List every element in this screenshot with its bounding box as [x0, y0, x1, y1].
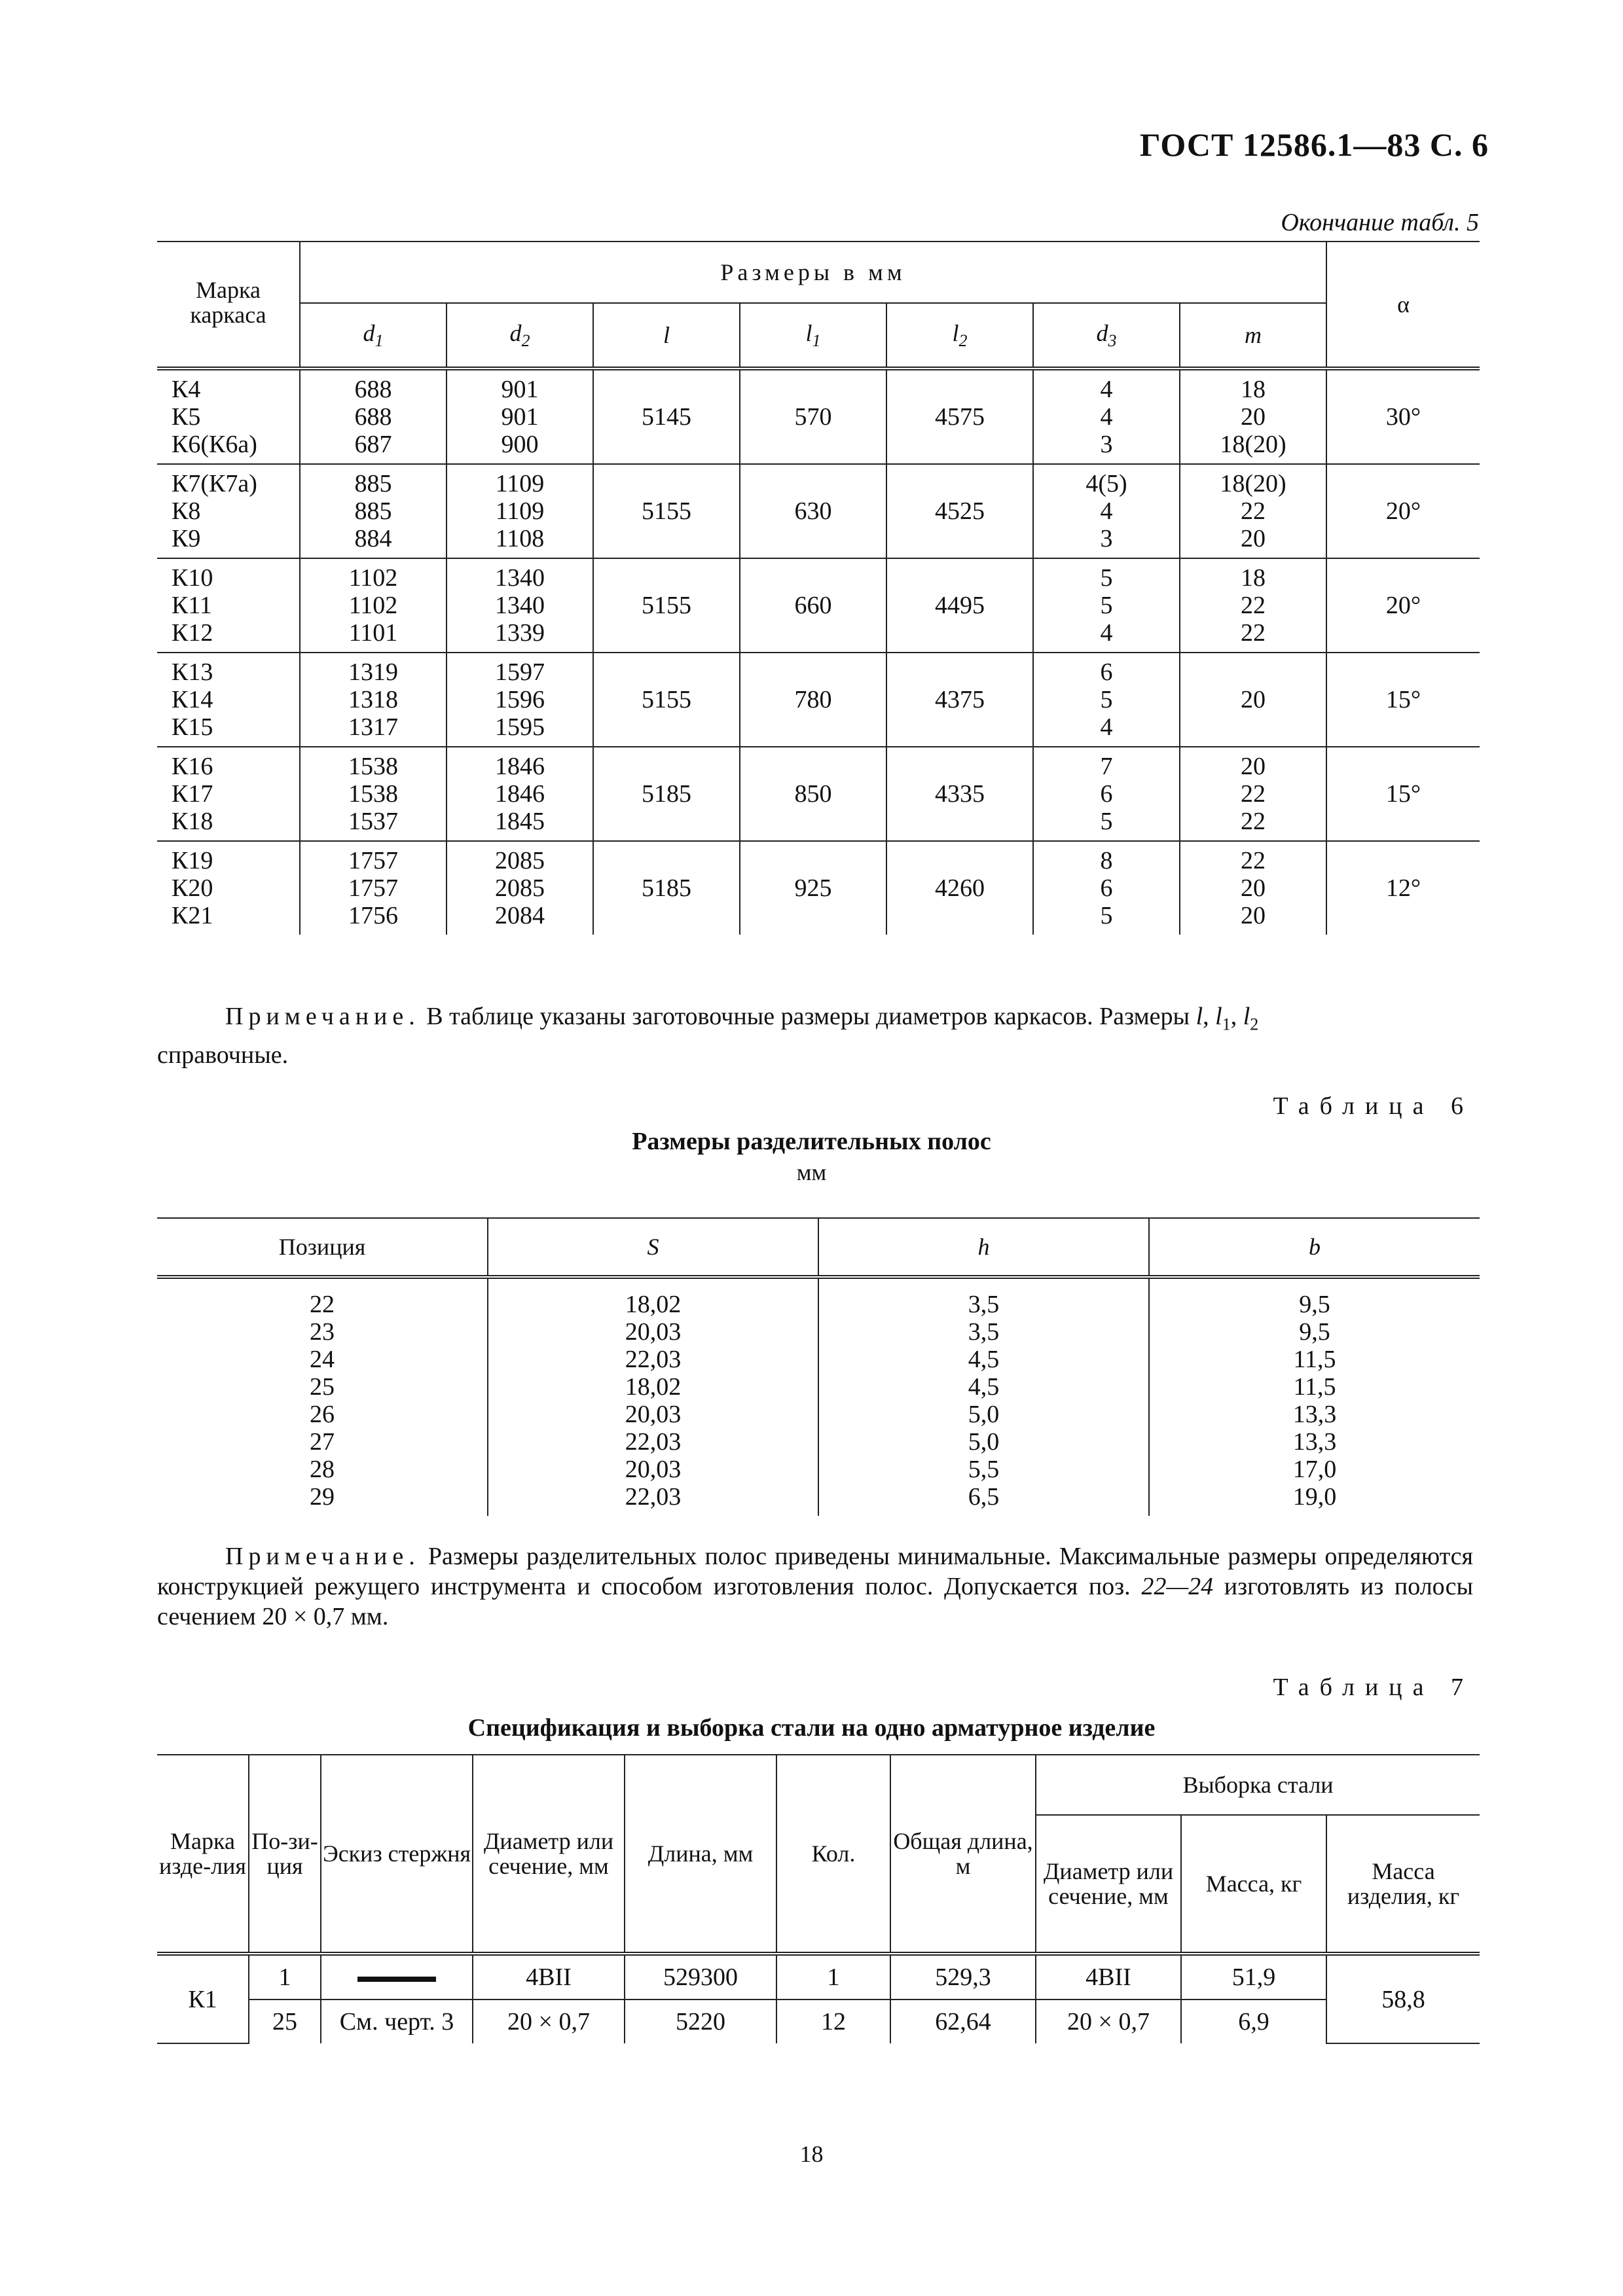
- value: 20: [1241, 525, 1266, 552]
- cell-l: 5155: [593, 464, 740, 558]
- column-h-values: [818, 1277, 1149, 1516]
- note-text: Размеры разделительных полос приведены минимальные. Максимальные размеры определяются конструкцией режущего инструмента и способом изготовления полос. Допускается поз.: [157, 1543, 1473, 1600]
- cell-mass: 6,9: [1181, 2000, 1326, 2043]
- column-header-d2: $d_2$: [447, 303, 593, 368]
- document-header: ГОСТ 12586.1—83 С. 6: [1139, 126, 1489, 163]
- value: 20: [1241, 874, 1266, 902]
- cell-position: 1: [249, 1954, 321, 2000]
- value: 6,5: [968, 1483, 1000, 1511]
- cell-diameter: 4ВII: [473, 1954, 625, 2000]
- cell-alpha: 15°: [1326, 653, 1480, 747]
- value: 5,5: [968, 1456, 1000, 1483]
- table-7: [157, 1754, 1480, 2044]
- cell-l: 5185: [593, 747, 740, 841]
- mark-value: К6(К6а): [172, 431, 257, 458]
- value: 22,03: [625, 1346, 682, 1373]
- cell-d3: [1033, 841, 1180, 935]
- value: 2084: [495, 902, 545, 929]
- column-header-h: h: [818, 1218, 1149, 1277]
- column-b-values: [1149, 1277, 1480, 1516]
- value: 22: [1241, 808, 1266, 835]
- value: 11,5: [1293, 1346, 1336, 1373]
- cell-d2: [447, 368, 593, 464]
- table-row: [157, 368, 1480, 464]
- cell-l1: 780: [740, 653, 886, 747]
- value: 22: [1241, 592, 1266, 619]
- value: 20,03: [625, 1318, 682, 1346]
- value: 18(20): [1220, 470, 1286, 497]
- column-header-sizes: Размеры в мм: [300, 242, 1326, 303]
- value: 885: [354, 497, 392, 525]
- mark-value: К11: [172, 592, 212, 619]
- table-5: [157, 241, 1480, 935]
- cell-d3: [1033, 653, 1180, 747]
- value: 1595: [495, 713, 545, 741]
- mark-value: К8: [172, 497, 201, 525]
- value: 1318: [348, 686, 398, 713]
- note-tail: изготовлять из полосы сечением 20 × 0,7 мм.: [157, 1573, 1474, 1630]
- value: 20,03: [625, 1456, 682, 1483]
- table-row: [157, 1954, 1480, 2000]
- cell-sketch: См. черт. 3: [321, 2000, 473, 2043]
- column-header-total-length: Общая длина, м: [890, 1755, 1036, 1954]
- column-header-steel-diameter: Диаметр или сечение, мм: [1036, 1815, 1181, 1954]
- table-6: [157, 1217, 1480, 1516]
- value: 5,0: [968, 1428, 1000, 1456]
- page-number: 18: [799, 2141, 824, 2167]
- straight-bar-sketch: [357, 1977, 436, 1982]
- cell-d1: [300, 558, 447, 653]
- value: 22: [1241, 619, 1266, 647]
- value: 884: [354, 525, 392, 552]
- cell-sketch: [321, 1954, 473, 2000]
- column-header-d1: $d_1$: [300, 303, 447, 368]
- value: 1538: [348, 753, 398, 780]
- value: 901: [501, 403, 539, 431]
- table-row: [157, 2000, 1480, 2043]
- value: 4(5): [1085, 470, 1127, 497]
- table-continuation-label: Окончание табл. 5: [1281, 209, 1479, 236]
- value: 7: [1100, 753, 1113, 780]
- cell-d1: [300, 464, 447, 558]
- value: 18(20): [1220, 431, 1286, 458]
- cell-l: 5145: [593, 368, 740, 464]
- table-row: [157, 747, 1480, 841]
- cell-m: [1180, 558, 1326, 653]
- cell-steel-diameter: 20 × 0,7: [1036, 2000, 1181, 2043]
- value: 22: [310, 1291, 335, 1318]
- cell-mark: [157, 841, 300, 935]
- table-6-caption: Таблица 6: [1273, 1092, 1474, 1120]
- column-header-diameter: Диаметр или сечение, мм: [473, 1755, 625, 1954]
- cell-length: 529300: [625, 1954, 776, 2000]
- cell-diameter: 20 × 0,7: [473, 2000, 625, 2043]
- cell-l2: 4525: [886, 464, 1033, 558]
- cell-d3: [1033, 558, 1180, 653]
- product-mass: 58,8: [1326, 1954, 1480, 2043]
- value: 687: [354, 431, 392, 458]
- value: 3,5: [968, 1291, 1000, 1318]
- cell-d3: [1033, 747, 1180, 841]
- column-header-d3: $d_3$: [1033, 303, 1180, 368]
- column-s-values: [488, 1277, 818, 1516]
- column-header-mass: Масса, кг: [1181, 1815, 1326, 1954]
- value: 5: [1100, 592, 1113, 619]
- cell-quantity: 12: [776, 2000, 890, 2043]
- cell-alpha: 12°: [1326, 841, 1480, 935]
- mark-value: К14: [172, 686, 213, 713]
- cell-l: 5155: [593, 653, 740, 747]
- value: 885: [354, 470, 392, 497]
- column-header-length: Длина, мм: [625, 1755, 776, 1954]
- cell-l2: 4260: [886, 841, 1033, 935]
- mark-value: К9: [172, 525, 201, 552]
- value: 23: [310, 1318, 335, 1346]
- column-header-s: S: [488, 1218, 818, 1277]
- column-header-alpha: α: [1326, 242, 1480, 368]
- cell-d2: [447, 653, 593, 747]
- note-tail: справочные.: [157, 1041, 289, 1069]
- value: 25: [310, 1373, 335, 1401]
- value: 18,02: [625, 1291, 682, 1318]
- mark-value: К19: [172, 847, 213, 874]
- value: 5,0: [968, 1401, 1000, 1428]
- cell-l2: 4375: [886, 653, 1033, 747]
- value: 5: [1100, 902, 1113, 929]
- table-row: [157, 653, 1480, 747]
- value: 18: [1241, 564, 1266, 592]
- column-header-b: b: [1149, 1218, 1480, 1277]
- value: 5: [1100, 564, 1113, 592]
- cell-d2: [447, 558, 593, 653]
- column-position-values: [157, 1277, 488, 1516]
- value: 13,3: [1292, 1401, 1337, 1428]
- value: 901: [501, 376, 539, 403]
- column-header-l2: $l_2$: [886, 303, 1033, 368]
- value: 1756: [348, 902, 398, 929]
- note-italic: 22—24: [1141, 1573, 1214, 1600]
- cell-steel-diameter: 4ВII: [1036, 1954, 1181, 2000]
- value: 17,0: [1292, 1456, 1337, 1483]
- value: 20: [1241, 686, 1266, 713]
- note-label: Примечание.: [225, 1003, 420, 1030]
- cell-alpha: 20°: [1326, 464, 1480, 558]
- value: 20: [1241, 753, 1266, 780]
- value: 4,5: [968, 1373, 1000, 1401]
- cell-l2: 4575: [886, 368, 1033, 464]
- value: 22: [1241, 780, 1266, 808]
- value: 5: [1100, 686, 1113, 713]
- value: 1319: [348, 658, 398, 686]
- cell-m: [1180, 464, 1326, 558]
- value: 4: [1100, 713, 1113, 741]
- value: 9,5: [1299, 1291, 1330, 1318]
- value: 20,03: [625, 1401, 682, 1428]
- cell-l1: 570: [740, 368, 886, 464]
- value: 22: [1241, 847, 1266, 874]
- value: 2085: [495, 847, 545, 874]
- column-header-position: Позиция: [157, 1218, 488, 1277]
- value: 1108: [495, 525, 545, 552]
- cell-mark: [157, 747, 300, 841]
- value: 26: [310, 1401, 335, 1428]
- mark-value: К21: [172, 902, 213, 929]
- value: 4: [1100, 403, 1113, 431]
- cell-mark: [157, 653, 300, 747]
- note-text: В таблице указаны заготовочные размеры диаметров каркасов. Размеры: [420, 1003, 1196, 1030]
- cell-mark: [157, 558, 300, 653]
- value: 6: [1100, 874, 1113, 902]
- value: 1102: [348, 564, 398, 592]
- value: 1845: [495, 808, 545, 835]
- mark-value: К20: [172, 874, 213, 902]
- cell-length: 5220: [625, 2000, 776, 2043]
- column-header-quantity: Кол.: [776, 1755, 890, 1954]
- value: 19,0: [1292, 1483, 1337, 1511]
- mark-value: К16: [172, 753, 213, 780]
- value: 1846: [495, 753, 545, 780]
- cell-m: [1180, 841, 1326, 935]
- column-header-mark: Марка каркаса: [157, 242, 300, 368]
- value: 688: [354, 403, 392, 431]
- cell-l1: 850: [740, 747, 886, 841]
- cell-l1: 925: [740, 841, 886, 935]
- column-header-product-mark: Марка изде-лия: [157, 1755, 249, 1954]
- cell-l: 5155: [593, 558, 740, 653]
- value: 18,02: [625, 1373, 682, 1401]
- cell-alpha: 20°: [1326, 558, 1480, 653]
- column-header-sketch: Эскиз стержня: [321, 1755, 473, 1954]
- value: 9,5: [1299, 1318, 1330, 1346]
- column-header-steel-selection: Выборка стали: [1036, 1755, 1480, 1815]
- value: 18: [1241, 376, 1266, 403]
- cell-alpha: 15°: [1326, 747, 1480, 841]
- mark-value: К18: [172, 808, 213, 835]
- note-table-5: Примечание. В таблице указаны заготовочные размеры диаметров каркасов. Размеры l, $l_1$, $l_2$ справочные.: [157, 1001, 1473, 1070]
- cell-l2: 4495: [886, 558, 1033, 653]
- value: 4,5: [968, 1346, 1000, 1373]
- mark-value: К15: [172, 713, 213, 741]
- cell-l2: 4335: [886, 747, 1033, 841]
- cell-mass: 51,9: [1181, 1954, 1326, 2000]
- table-row: [157, 464, 1480, 558]
- value: 6: [1100, 780, 1113, 808]
- cell-m: [1180, 653, 1326, 747]
- cell-d3: [1033, 464, 1180, 558]
- mark-value: К17: [172, 780, 213, 808]
- cell-l1: 660: [740, 558, 886, 653]
- value: 688: [354, 376, 392, 403]
- cell-d3: [1033, 368, 1180, 464]
- mark-value: К13: [172, 658, 213, 686]
- table-7-caption: Таблица 7: [1273, 1674, 1474, 1701]
- table-row: [157, 558, 1480, 653]
- value: 4: [1100, 497, 1113, 525]
- mark-value: К7(К7а): [172, 470, 257, 497]
- value: 1317: [348, 713, 398, 741]
- value: 22: [1241, 497, 1266, 525]
- cell-total-length: 62,64: [890, 2000, 1036, 2043]
- cell-position: 25: [249, 2000, 321, 2043]
- value: 29: [310, 1483, 335, 1511]
- column-header-position: По-зи-ция: [249, 1755, 321, 1954]
- value: 20: [1241, 902, 1266, 929]
- value: 11,5: [1293, 1373, 1336, 1401]
- value: 20: [1241, 403, 1266, 431]
- cell-d2: [447, 464, 593, 558]
- value: 1102: [348, 592, 398, 619]
- value: 1538: [348, 780, 398, 808]
- value: 1537: [348, 808, 398, 835]
- value: 1597: [495, 658, 545, 686]
- column-header-l1: $l_1$: [740, 303, 886, 368]
- mark-value: К5: [172, 403, 201, 431]
- value: 3: [1100, 431, 1113, 458]
- cell-d1: [300, 653, 447, 747]
- value: 1339: [495, 619, 545, 647]
- value: 1757: [348, 874, 398, 902]
- cell-m: [1180, 747, 1326, 841]
- value: 1846: [495, 780, 545, 808]
- value: 900: [501, 431, 539, 458]
- column-header-m: m: [1180, 303, 1326, 368]
- value: 1340: [495, 564, 545, 592]
- value: 3,5: [968, 1318, 1000, 1346]
- mark-value: К12: [172, 619, 213, 647]
- value: 5: [1100, 808, 1113, 835]
- value: [1180, 713, 1326, 741]
- note-table-6: [157, 1541, 1473, 1632]
- value: 27: [310, 1428, 335, 1456]
- value: 1340: [495, 592, 545, 619]
- cell-d2: [447, 841, 593, 935]
- cell-d1: [300, 841, 447, 935]
- value: 3: [1100, 525, 1113, 552]
- cell-l1: 630: [740, 464, 886, 558]
- cell-total-length: 529,3: [890, 1954, 1036, 2000]
- cell-d2: [447, 747, 593, 841]
- cell-mark: [157, 368, 300, 464]
- cell-alpha: 30°: [1326, 368, 1480, 464]
- column-header-product-mass: Масса изделия, кг: [1326, 1815, 1480, 1954]
- value: 22,03: [625, 1483, 682, 1511]
- cell-m: [1180, 368, 1326, 464]
- cell-d1: [300, 368, 447, 464]
- value: 6: [1100, 658, 1113, 686]
- cell-quantity: 1: [776, 1954, 890, 2000]
- value: 4: [1100, 376, 1113, 403]
- cell-mark: [157, 464, 300, 558]
- cell-d1: [300, 747, 447, 841]
- value: 1596: [495, 686, 545, 713]
- cell-l: 5185: [593, 841, 740, 935]
- value: 2085: [495, 874, 545, 902]
- value: 1109: [495, 470, 545, 497]
- value: 1109: [495, 497, 545, 525]
- table-6-title: Размеры разделительных полос: [632, 1128, 991, 1155]
- value: 4: [1100, 619, 1113, 647]
- value: 1757: [348, 847, 398, 874]
- value: 28: [310, 1456, 335, 1483]
- table-6-unit: мм: [796, 1159, 827, 1185]
- value: 22,03: [625, 1428, 682, 1456]
- value: 1101: [348, 619, 398, 647]
- mark-value: К10: [172, 564, 213, 592]
- product-mark: К1: [157, 1954, 249, 2043]
- note-label: Примечание.: [225, 1543, 420, 1570]
- value: 24: [310, 1346, 335, 1373]
- value: 8: [1100, 847, 1113, 874]
- table-7-title: Спецификация и выборка стали на одно арматурное изделие: [467, 1714, 1156, 1742]
- column-header-l: l: [593, 303, 740, 368]
- mark-value: К4: [172, 376, 201, 403]
- table-row: [157, 841, 1480, 935]
- value: 13,3: [1292, 1428, 1337, 1456]
- value: [1180, 658, 1326, 686]
